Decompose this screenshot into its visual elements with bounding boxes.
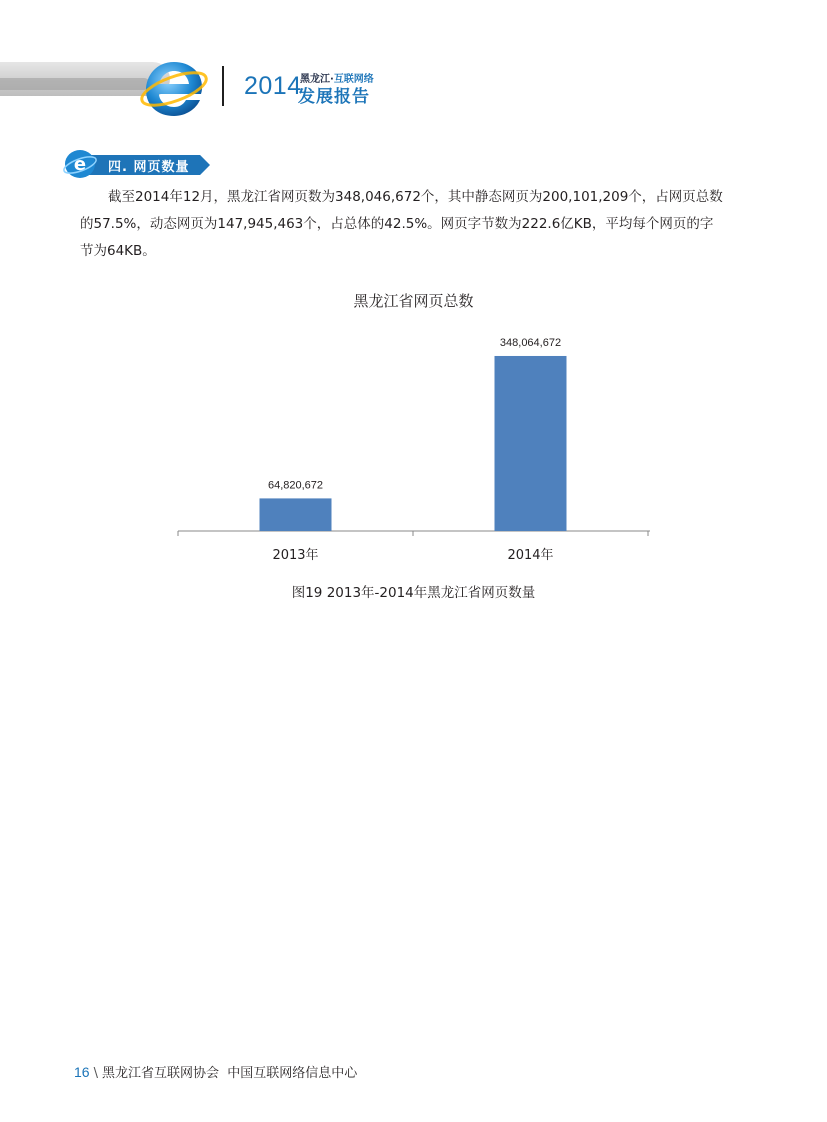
header-small-right: 互联网络 <box>333 74 374 85</box>
body-paragraph <box>80 184 748 265</box>
svg-text:e: e <box>73 154 87 175</box>
header-band-shadow <box>0 78 150 90</box>
data-label: 64,820,672 <box>267 479 324 492</box>
paragraph-line <box>80 184 748 211</box>
header-subtitle-big: 发展报告 <box>298 87 370 107</box>
section-heading: 四. 网页数量 <box>108 160 190 175</box>
header-year: 2014 <box>244 72 302 100</box>
data-label: 348,064,672 <box>499 336 562 349</box>
page-number: 16 <box>74 1064 90 1080</box>
footer-separator: \ <box>93 1066 98 1081</box>
bar-chart <box>170 320 660 570</box>
page-footer <box>74 1062 357 1081</box>
bar-1 <box>260 498 332 531</box>
bar-2 <box>495 356 567 531</box>
ie-logo-icon <box>138 54 210 120</box>
ie-logo-icon <box>62 148 98 180</box>
header-small-left: 黑龙江· <box>300 74 334 85</box>
paragraph-line-1: 截至2014年12月，黑龙江省网页数为348,046,672个，其中静态网页为200,101,209个，占网页总数 <box>108 189 723 205</box>
paragraph-line: 的57.5%，动态网页为147,945,463个，占总体的42.5%。网页字节数为222.6亿KB，平均每个网页的字 <box>80 216 714 232</box>
header-divider <box>222 66 224 106</box>
x-tick-label: 2014年 <box>507 548 554 563</box>
footer-org-1: 黑龙江省互联网协会 <box>101 1066 219 1081</box>
footer-org-2: 中国互联网络信息中心 <box>227 1066 358 1081</box>
paragraph-line: 节为64KB。 <box>80 243 156 259</box>
figure-caption: 图19 2013年-2014年黑龙江省网页数量 <box>291 585 536 601</box>
x-tick-label: 2013年 <box>272 548 319 563</box>
chart-title: 黑龙江省网页总数 <box>353 292 474 310</box>
